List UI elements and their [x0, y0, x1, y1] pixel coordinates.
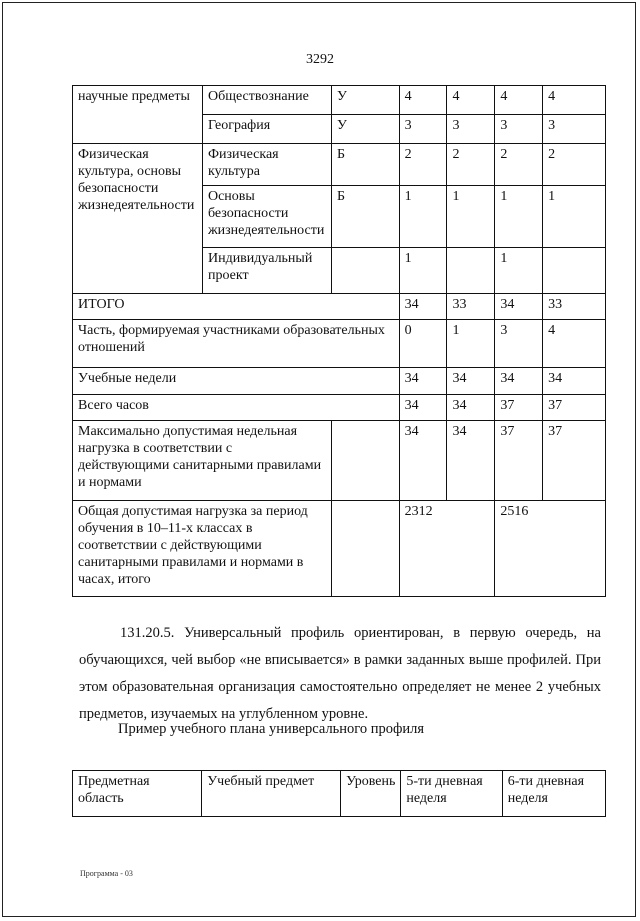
column-header: Учебный предмет — [202, 771, 341, 817]
hours-cell: 0 — [399, 320, 447, 368]
hours-cell: 2 — [399, 144, 447, 186]
table-caption: Пример учебного плана универсального профиля — [118, 721, 425, 737]
hours-cell: 37 — [495, 421, 543, 501]
body-paragraph: 131.20.5. Универсальный профиль ориентирован, в первую очередь, на обучающихся, чей выбор «не вписывается» в рамки заданных выше профилей. При этом образовательная организация самостоятельно определяет не менее 2 учебных предметов, изучаемых на углубленном уровне. — [79, 625, 601, 722]
hours-cell: 33 — [447, 294, 495, 320]
subject-area-cell: Физическая культура, основы безопасности жизнедеятельности — [73, 144, 203, 294]
hours-cell: 37 — [495, 395, 543, 421]
hours-cell — [543, 248, 606, 294]
hours-cell: 1 — [543, 186, 606, 248]
hours-cell: 1 — [399, 186, 447, 248]
row-label-cell: Всего часов — [73, 395, 400, 421]
column-header: 6-ти дневная неделя — [502, 771, 605, 817]
hours-cell: 34 — [495, 294, 543, 320]
column-header: 5-ти дневная неделя — [401, 771, 502, 817]
hours-cell: 4 — [447, 86, 495, 115]
hours-cell: 4 — [495, 86, 543, 115]
hours-cell: 1 — [399, 248, 447, 294]
hours-cell: 3 — [495, 115, 543, 144]
subject-cell: Обществознание — [202, 86, 331, 115]
hours-cell: 34 — [399, 294, 447, 320]
column-header: Уровень — [341, 771, 401, 817]
hours-cell — [447, 248, 495, 294]
hours-cell: 4 — [399, 86, 447, 115]
table-row — [73, 86, 606, 115]
total-hours-cell: 2516 — [495, 501, 606, 597]
row-label-cell: Учебные недели — [73, 368, 400, 395]
column-header: Предметная область — [73, 771, 202, 817]
row-label-cell: Общая допустимая нагрузка за период обучения в 10–11-х классах в соответствии с действующими санитарными правилами и нормами в часах, итого — [73, 501, 332, 597]
table-row — [73, 294, 606, 320]
empty-cell — [331, 501, 399, 597]
hours-cell: 34 — [447, 368, 495, 395]
hours-cell: 1 — [495, 248, 543, 294]
curriculum-table — [72, 85, 606, 597]
hours-cell: 37 — [543, 395, 606, 421]
row-label-cell: ИТОГО — [73, 294, 400, 320]
subject-cell: Основы безопасности жизнедеятельности — [202, 186, 331, 248]
hours-cell: 37 — [543, 421, 606, 501]
hours-cell: 34 — [399, 421, 447, 501]
table-row — [73, 368, 606, 395]
hours-cell: 2 — [447, 144, 495, 186]
level-cell: Б — [331, 144, 399, 186]
hours-cell: 34 — [495, 368, 543, 395]
hours-cell: 34 — [543, 368, 606, 395]
level-cell: Б — [331, 186, 399, 248]
level-cell: У — [331, 115, 399, 144]
subject-area-cell: научные предметы — [73, 86, 203, 144]
table-row — [73, 421, 606, 501]
footer-text: Программа - 03 — [80, 869, 133, 878]
hours-cell: 4 — [543, 86, 606, 115]
hours-cell: 33 — [543, 294, 606, 320]
hours-cell: 3 — [399, 115, 447, 144]
table-row — [73, 320, 606, 368]
page-number: 3292 — [306, 52, 334, 67]
row-label-cell: Часть, формируемая участниками образовательных отношений — [73, 320, 400, 368]
hours-cell: 3 — [495, 320, 543, 368]
hours-cell: 2 — [495, 144, 543, 186]
hours-cell: 34 — [399, 368, 447, 395]
subject-cell: Физическая культура — [202, 144, 331, 186]
hours-cell: 2 — [543, 144, 606, 186]
empty-cell — [331, 421, 399, 501]
level-cell: У — [331, 86, 399, 115]
universal-profile-table — [72, 770, 606, 817]
table-row — [73, 501, 606, 597]
hours-cell: 4 — [543, 320, 606, 368]
hours-cell: 1 — [447, 186, 495, 248]
hours-cell: 34 — [399, 395, 447, 421]
subject-cell: Индивидуальный проект — [202, 248, 331, 294]
row-label-cell: Максимально допустимая недельная нагрузка в соответствии с действующими санитарными правилами и нормами — [73, 421, 332, 501]
hours-cell: 1 — [447, 320, 495, 368]
total-hours-cell: 2312 — [399, 501, 495, 597]
hours-cell: 3 — [543, 115, 606, 144]
subject-cell: География — [202, 115, 331, 144]
hours-cell: 3 — [447, 115, 495, 144]
hours-cell: 1 — [495, 186, 543, 248]
hours-cell: 34 — [447, 395, 495, 421]
table-row — [73, 395, 606, 421]
table-row — [73, 144, 606, 186]
hours-cell: 34 — [447, 421, 495, 501]
level-cell — [331, 248, 399, 294]
table-header-row — [73, 771, 606, 817]
